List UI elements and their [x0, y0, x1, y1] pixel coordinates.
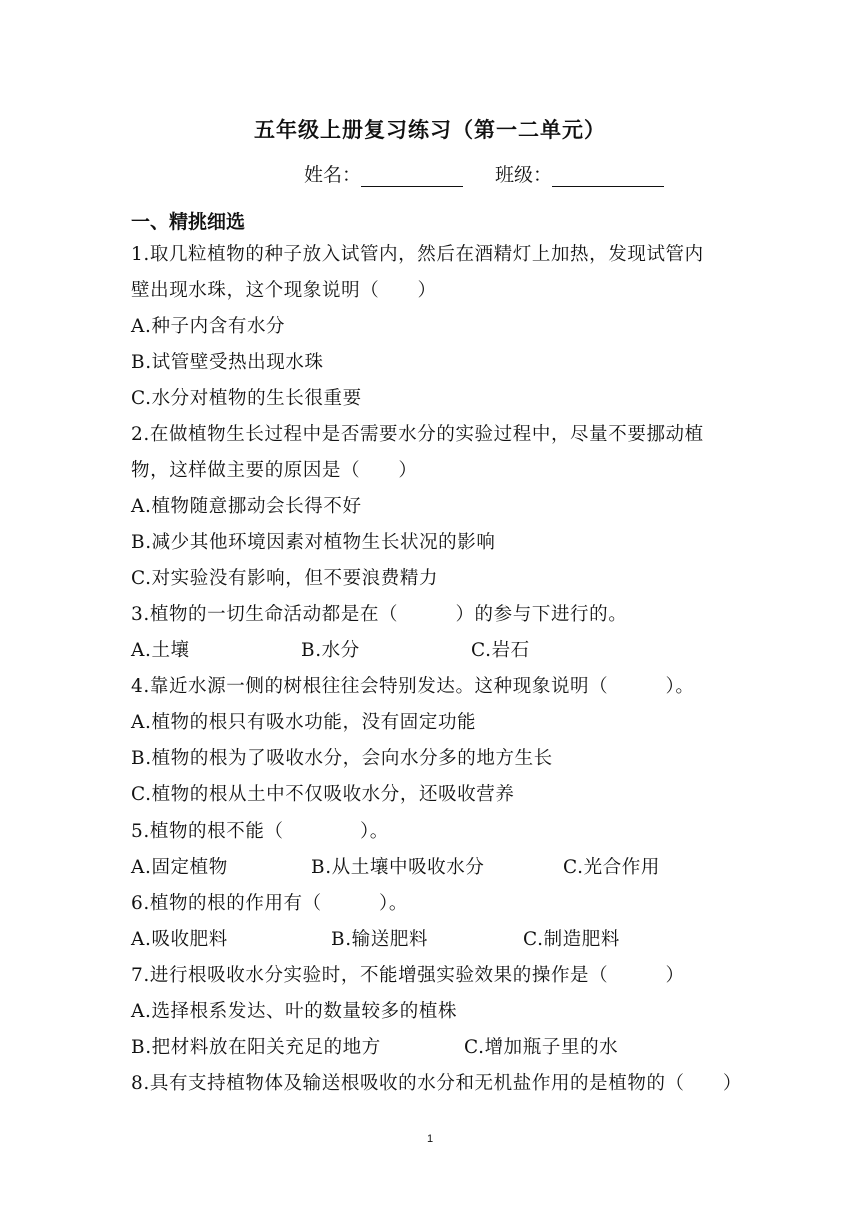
question-4-text: 4.靠近水源一侧的树根往往会特别发达。这种现象说明（ ）。 — [131, 676, 695, 697]
question-4-option-b: B.植物的根为了吸收水分，会向水分多的地方生长 — [131, 748, 553, 769]
question-1-text-2: 壁出现水珠，这个现象说明（ ） — [131, 280, 437, 301]
student-info — [304, 160, 664, 187]
section-title: 一、精挑细选 — [131, 211, 246, 233]
name-label: 姓名： — [304, 164, 362, 186]
question-6-option-b: B.输送肥料 — [331, 929, 429, 950]
page-number: 1 — [426, 1133, 434, 1145]
question-2-option-c: C.对实验没有影响，但不要浪费精力 — [131, 568, 439, 589]
question-2-option-a: A.植物随意挪动会长得不好 — [131, 496, 362, 517]
question-1-option-c: C.水分对植物的生长很重要 — [131, 388, 362, 409]
page-title: 五年级上册复习练习（第一二单元） — [254, 118, 606, 142]
class-label: 班级： — [495, 164, 553, 186]
question-4-option-c: C.植物的根从土中不仅吸收水分，还吸收营养 — [131, 784, 515, 805]
question-1-text-1: 1.取几粒植物的种子放入试管内，然后在酒精灯上加热，发现试管内 — [131, 244, 704, 265]
name-blank[interactable] — [361, 164, 463, 187]
question-6-option-a: A.吸收肥料 — [131, 929, 228, 950]
question-5-text: 5.植物的根不能（ ）。 — [131, 821, 389, 842]
class-blank[interactable] — [552, 164, 664, 187]
question-5-option-c: C.光合作用 — [563, 857, 660, 878]
question-7-option-c: C.增加瓶子里的水 — [464, 1037, 619, 1058]
question-7-option-a: A.选择根系发达、叶的数量较多的植株 — [131, 1001, 458, 1022]
question-5-option-b: B.从土壤中吸收水分 — [311, 857, 485, 878]
question-7-option-b: B.把材料放在阳关充足的地方 — [131, 1037, 381, 1058]
question-3-option-c: C.岩石 — [471, 640, 530, 661]
question-3-option-a: A.土壤 — [131, 640, 190, 661]
question-4-option-a: A.植物的根只有吸水功能，没有固定功能 — [131, 712, 477, 733]
question-2-option-b: B.减少其他环境因素对植物生长状况的影响 — [131, 532, 496, 553]
question-6-text: 6.植物的根的作用有（ ）。 — [131, 893, 409, 914]
question-2-text-1: 2.在做植物生长过程中是否需要水分的实验过程中，尽量不要挪动植 — [131, 424, 704, 445]
question-1-option-a: A.种子内含有水分 — [131, 316, 286, 337]
question-1-option-b: B.试管壁受热出现水珠 — [131, 352, 324, 373]
question-2-text-2: 物，这样做主要的原因是（ ） — [131, 460, 418, 481]
question-7-text: 7.进行根吸收水分实验时，不能增强实验效果的操作是（ ） — [131, 965, 685, 986]
question-8-text: 8.具有支持植物体及输送根吸收的水分和无机盐作用的是植物的（ ） — [131, 1073, 742, 1094]
question-6-option-c: C.制造肥料 — [523, 929, 620, 950]
question-5-option-a: A.固定植物 — [131, 857, 228, 878]
question-3-text: 3.植物的一切生命活动都是在（ ）的参与下进行的。 — [131, 604, 628, 625]
question-3-option-b: B.水分 — [301, 640, 360, 661]
